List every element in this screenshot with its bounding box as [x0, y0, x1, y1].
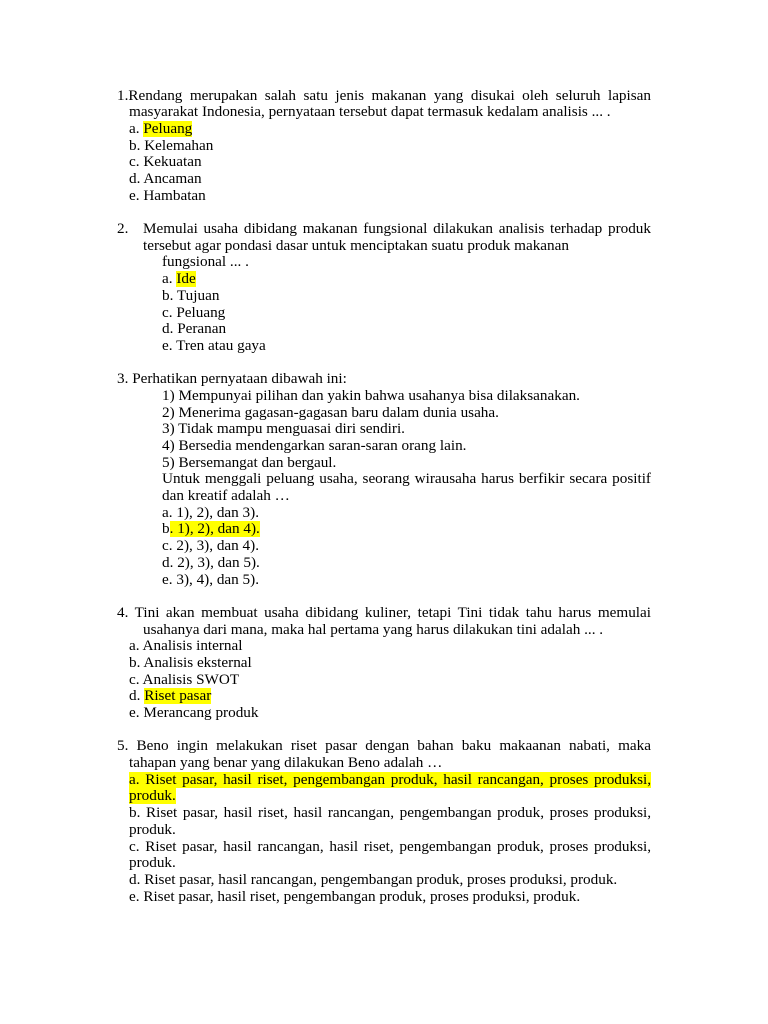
option-label: a.	[129, 638, 140, 655]
question-3-option-c	[162, 538, 768, 555]
statement-1: 1) Mempunyai pilihan dan yakin bahwa usahanya bisa dilaksanakan.	[162, 387, 580, 404]
question-4-stem-line-1: 4. Tini akan membuat usaha dibidang kuliner, tetapi Tini tidak tahu harus memulai	[117, 604, 651, 621]
question-5-option-a-line-2	[129, 788, 768, 805]
question-3-option-e	[162, 572, 768, 589]
question-2-stem-text: Memulai usaha dibidang makanan fungsional dilakukan analisis terhadap produk	[143, 221, 651, 238]
question-1-option-d	[129, 171, 768, 188]
question-4-option-b	[129, 655, 768, 672]
option-label: d.	[129, 688, 141, 705]
question-5-option-d	[129, 872, 768, 889]
question-4-option-a	[129, 638, 768, 655]
question-3-option-d	[162, 555, 768, 572]
question-2-stem-line-3: fungsional ... .	[162, 254, 249, 271]
question-5-option-c-line-2	[129, 855, 768, 872]
question-2-option-a	[162, 271, 768, 288]
option-text: 3), 4), dan 5).	[176, 571, 260, 588]
option-label: b	[162, 521, 170, 538]
question-1-stem-line-1: 1.Rendang merupakan salah satu jenis makanan yang disukai oleh seluruh lapisan	[117, 87, 651, 104]
question-3-stem: 3. Perhatikan pernyataan dibawah ini:	[117, 371, 347, 388]
option-text: Analisis eksternal	[143, 654, 252, 671]
question-2-option-d	[162, 321, 768, 338]
option-text: . 1), 2), dan 4).	[169, 521, 260, 538]
question-5-option-a-line-1	[129, 772, 651, 789]
question-1-stem-line-2: masyarakat Indonesia, pernyataan tersebut dapat termasuk kedalam analisis ... .	[129, 104, 611, 121]
question-2-option-e	[162, 338, 768, 355]
question-4-stem-line-2: usahanya dari mana, maka hal pertama yang harus dilakukan tini adalah ... .	[143, 621, 604, 638]
question-5	[0, 738, 768, 905]
option-text: produk.	[129, 821, 176, 838]
blank-line	[0, 722, 768, 739]
option-text: 1), 2), dan 3).	[176, 504, 260, 521]
option-text: d. Riset pasar, hasil rancangan, pengembangan produk, proses produksi, produk.	[129, 871, 618, 888]
question-5-option-b-line-2	[129, 822, 768, 839]
option-label: a.	[129, 120, 140, 137]
option-text: Tren atau gaya	[176, 337, 266, 354]
option-label: a.	[162, 271, 173, 288]
option-text: Peluang	[176, 304, 226, 321]
blank-line	[0, 355, 768, 372]
option-text: Merancang produk	[143, 705, 259, 722]
option-label: e.	[162, 571, 173, 588]
option-label: d.	[162, 321, 174, 338]
question-1-option-e	[129, 188, 768, 205]
option-text: Ide	[176, 271, 196, 288]
question-2-option-c	[162, 305, 768, 322]
question-3-option-b	[162, 521, 768, 538]
option-text: Hambatan	[143, 187, 206, 204]
option-text: Peluang	[143, 120, 193, 137]
option-label: e.	[162, 337, 173, 354]
option-text: produk.	[129, 788, 176, 805]
question-1-option-c	[129, 154, 768, 171]
option-text: a. Riset pasar, hasil riset, pengembangan produk, hasil rancangan, proses produksi,	[129, 771, 651, 788]
question-5-option-e	[129, 889, 768, 906]
option-label: c.	[162, 304, 173, 321]
option-label: c.	[162, 538, 173, 555]
option-text: b. Riset pasar, hasil riset, hasil rancangan, pengembangan produk, proses produksi,	[129, 805, 651, 822]
option-label: b.	[129, 654, 141, 671]
statement-3: 3) Tidak mampu menguasai diri sendiri.	[162, 421, 405, 438]
option-label: b.	[162, 287, 174, 304]
question-number: 2.	[117, 221, 129, 238]
statement-4: 4) Bersedia mendengarkan saran-saran orang lain.	[162, 438, 467, 455]
option-text: Kekuatan	[143, 154, 202, 171]
option-text: 2), 3), dan 4).	[176, 538, 260, 555]
question-1	[0, 88, 768, 205]
question-3	[0, 371, 768, 588]
question-5-stem-line-2: tahapan yang benar yang dilakukan Beno adalah …	[129, 755, 443, 772]
option-label: d.	[162, 554, 174, 571]
option-text: e. Riset pasar, hasil riset, pengembangan produk, proses produksi, produk.	[129, 888, 581, 905]
question-4	[0, 605, 768, 722]
option-label: b.	[129, 137, 141, 154]
question-4-option-d	[129, 688, 768, 705]
option-label: d.	[129, 171, 141, 188]
question-3-prompt-line-1: Untuk menggali peluang usaha, seorang wirausaha harus berfikir secara positif	[162, 471, 651, 488]
question-3-option-a	[162, 505, 768, 522]
option-text: Riset pasar	[144, 688, 212, 705]
question-1-option-b	[129, 138, 768, 155]
option-text: 2), 3), dan 5).	[177, 554, 260, 571]
blank-line	[0, 204, 768, 221]
question-5-option-b-line-1	[129, 805, 651, 822]
option-label: c.	[129, 154, 140, 171]
question-2-stem-line-2: tersebut agar pondasi dasar untuk menciptakan suatu produk makanan	[143, 237, 569, 254]
question-3-prompt-line-2: dan kreatif adalah …	[162, 488, 290, 505]
question-5-option-c-line-1	[129, 839, 651, 856]
option-text: Analisis internal	[142, 638, 243, 655]
option-text: Ancaman	[143, 171, 202, 188]
option-text: c. Riset pasar, hasil rancangan, hasil riset, pengembangan produk, proses produksi,	[129, 838, 651, 855]
question-4-option-e	[129, 705, 768, 722]
option-label: a.	[162, 504, 173, 521]
statement-5: 5) Bersemangat dan bergaul.	[162, 454, 337, 471]
option-label: e.	[129, 187, 140, 204]
option-text: Kelemahan	[144, 137, 214, 154]
question-2-stem-line-1	[117, 221, 651, 238]
option-text: Tujuan	[176, 287, 220, 304]
option-label: c.	[129, 671, 140, 688]
option-text: Peranan	[177, 321, 227, 338]
question-2	[0, 221, 768, 355]
question-4-option-c	[129, 672, 768, 689]
question-5-stem-line-1: 5. Beno ingin melakukan riset pasar dengan bahan baku makaanan nabati, maka	[117, 738, 651, 755]
statement-2: 2) Menerima gagasan-gagasan baru dalam dunia usaha.	[162, 404, 499, 421]
option-text: produk.	[129, 855, 176, 872]
blank-line	[0, 588, 768, 605]
option-text: Analisis SWOT	[142, 671, 240, 688]
question-1-option-a	[129, 121, 768, 138]
question-2-option-b	[162, 288, 768, 305]
option-label: e.	[129, 705, 140, 722]
